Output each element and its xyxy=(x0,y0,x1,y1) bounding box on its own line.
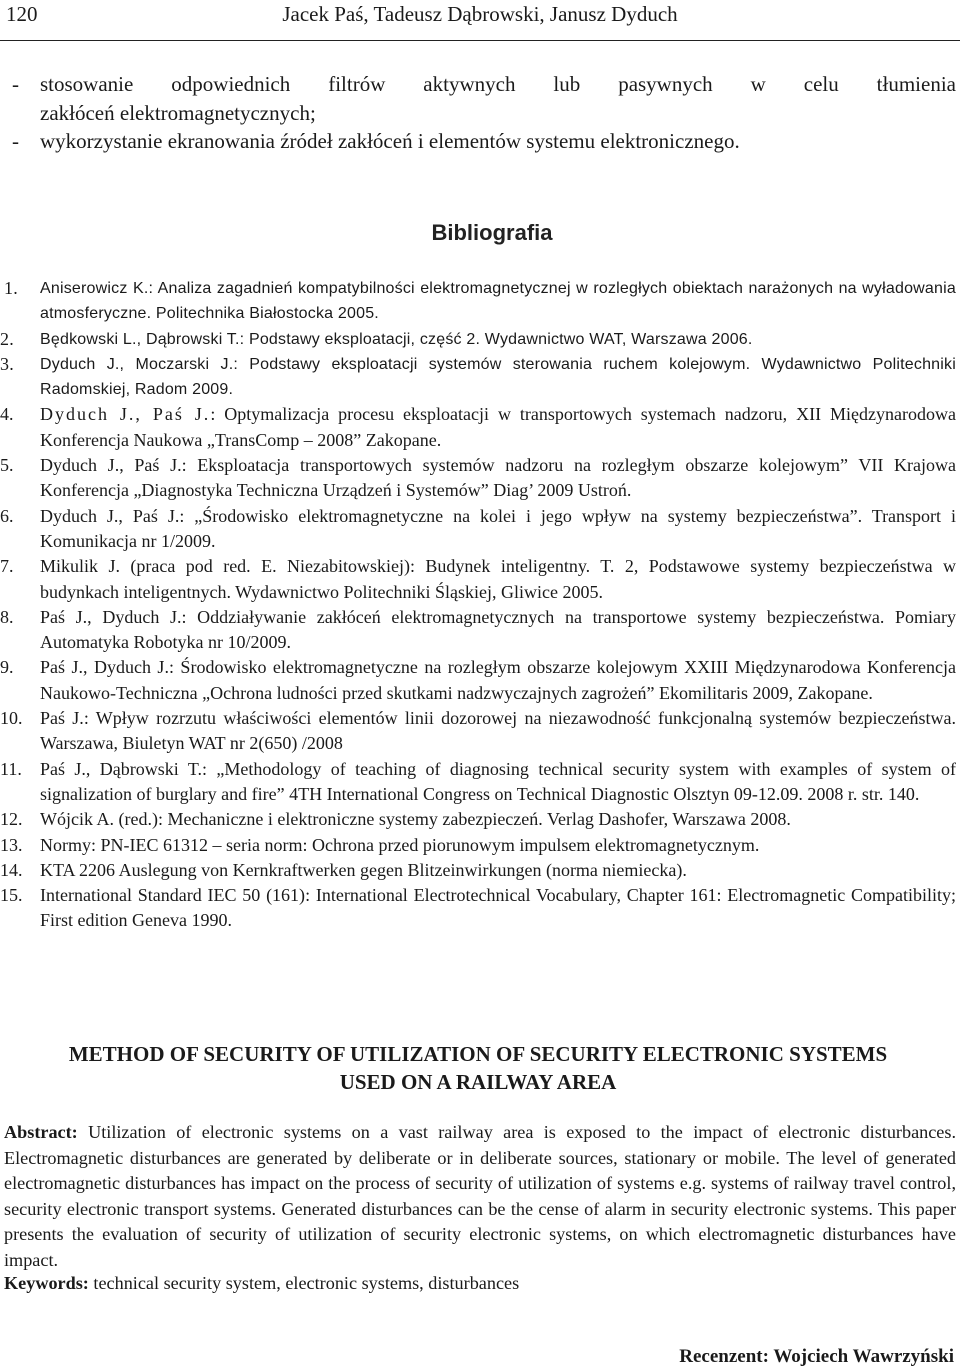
bullet-dash: - xyxy=(12,72,19,96)
english-title xyxy=(0,1040,956,1096)
reference-author: Dyduch J., Moczarski J. xyxy=(40,355,234,373)
reference-item xyxy=(0,883,956,934)
reference-author: Paś J., Dąbrowski T. xyxy=(40,758,203,779)
reference-number: 1. xyxy=(4,278,18,298)
reference-number: 13. xyxy=(0,834,23,855)
reference-text: : Podstawy eksploatacji, część 2. Wydawnictwo WAT, Warszawa 2006. xyxy=(239,330,753,348)
reference-text: : Optymalizacja procesu eksploatacji w transportowych systemach nadzoru, XII Międzynarodowa Konferencja Naukowa „TransComp – 2008” Zakopane. xyxy=(40,404,956,450)
reference-text: : Wpływ rozrzutu właściwości elementów linii dozorowej na niezawodność funkcjonalną systemów bezpieczeństwa. Warszawa, Biuletyn WAT nr 2(650) /2008 xyxy=(40,708,956,754)
reference-text: : Środowisko elektromagnetyczne na rozległym obszarze kolejowym XXIII Międzynarodowa Konferencja Naukowo-Techniczna „Ochrona ludności przed skutkami nadzwyczajnych zagrożeń” Ekomilitaris 2009, Zakopane. xyxy=(40,657,956,703)
bullet-text-line2: zakłóceń elektromagnetycznych; xyxy=(40,100,316,125)
reference-number: 11. xyxy=(0,758,22,779)
english-title-line1: METHOD OF SECURITY OF UTILIZATION OF SECURITY ELECTRONIC SYSTEMS xyxy=(68,1042,888,1066)
reference-text: (red.): Mechaniczne i elektroniczne systemy zabezpieczeń. Verlag Dashofer, Warszawa 2008. xyxy=(114,809,791,830)
reference-item xyxy=(0,504,956,555)
reference-item xyxy=(0,352,956,403)
abstract xyxy=(4,1120,956,1273)
reference-author: International Standard IEC 50 (161) xyxy=(40,885,306,906)
reference-author: Będkowski L., Dąbrowski T. xyxy=(40,330,240,348)
reference-number: 3. xyxy=(0,353,14,374)
reference-text: : Podstawy eksploatacji systemów sterowania ruchem kolejowym. Wydawnictwo Politechniki Radomskiej, Radom 2009. xyxy=(40,355,956,399)
reference-number: 12. xyxy=(0,809,23,830)
bullet-list xyxy=(12,70,956,156)
reference-number: 4. xyxy=(0,404,14,425)
bullet-dash: - xyxy=(12,129,19,153)
reference-item xyxy=(0,706,956,757)
reference-list xyxy=(0,276,956,934)
reference-number: 6. xyxy=(0,505,14,526)
reference-author: Paś J., Dyduch J. xyxy=(40,606,182,627)
reference-number: 7. xyxy=(0,556,14,577)
reference-text: : „Środowisko elektromagnetyczne na kolei i jego wpływ na systemy bezpieczeństwa”. Transport i Komunikacja nr 1/2009. xyxy=(40,505,956,551)
reference-author: Paś J., Dyduch J. xyxy=(40,657,169,678)
reference-text: : „Methodology of teaching of diagnosing technical security system with examples of system of signalization of burglary and fire” 4TH International Congress on Technical Diagnostic Olsztyn 09-12.09. 2008 r. str. 140. xyxy=(40,758,956,804)
reference-item xyxy=(0,554,956,605)
page-number: 120 xyxy=(6,2,38,26)
reference-author: Paś J. xyxy=(40,708,84,729)
bullet-text-line1: wykorzystanie ekranowania źródeł zakłóceń i elementów systemu elektronicznego. xyxy=(40,129,740,153)
bullet-text-line1: stosowanie odpowiednich filtrów aktywnych lub pasywnych w celu tłumienia xyxy=(40,72,956,96)
english-title-line2: USED ON A RAILWAY AREA xyxy=(339,1070,617,1094)
reviewer: Recenzent: Wojciech Wawrzyński xyxy=(679,1346,954,1367)
reference-author: Dyduch J., Paś J. xyxy=(40,404,211,425)
reference-author: Normy xyxy=(40,834,91,855)
reference-number: 5. xyxy=(0,455,14,476)
reference-text: Auslegung von Kernkraftwerken gegen Blitzeinwirkungen (norma niemiecka). xyxy=(115,859,687,880)
reference-text: : Oddziaływanie zakłóceń elektromagnetycznych na transportowe systemy bezpieczeństwa. Pomiary Automatyka Robotyka nr 10/2009. xyxy=(40,606,956,653)
reference-item xyxy=(0,858,956,883)
reference-author: Aniserowicz K. xyxy=(40,280,149,297)
abstract-text: Utilization of electronic systems on a vast railway area is exposed to the impact of electronic disturbances. Electromagnetic disturbances are generated by deliberate or in deliberate sources, stationary or mobile. The level of generated electromagnetic disturbances has impact on the process of security of utilization of systems e.g. systems of railway travel control, security electronic transport systems. Generated disturbances can be the cense of alarm in security electronic systems. This paper presents the evaluation of security of utilization of security electronic systems, on which electromagnetic disturbances have impact. xyxy=(4,1122,956,1270)
reference-number: 8. xyxy=(0,606,14,627)
bullet-item xyxy=(12,70,956,127)
reference-text: (praca pod red. E. Niezabitowskiej): Budynek inteligentny. T. 2, Podstawowe systemy bezpieczeństwa w budynkach inteligentnych. Wydawnictwo Politechniki Śląskiej, Gliwice 2005. xyxy=(40,556,957,602)
reference-item xyxy=(0,276,956,327)
reference-item xyxy=(0,757,956,808)
reference-text: : PN-IEC 61312 – seria norm: Ochrona przed piorunowym impulsem elektromagnetycznym. xyxy=(91,834,760,855)
reference-item xyxy=(0,605,956,656)
reference-text: : Eksploatacja transportowych systemów nadzoru na rozległym obszarze kolejowym” VII Krajowa Konferencja „Diagnostyka Techniczna Urządzeń i Systemów” Diag’ 2009 Ustroń. xyxy=(40,455,956,501)
reference-author: Dyduch J., Paś J. xyxy=(40,505,180,526)
keywords-label: Keywords: xyxy=(4,1273,89,1293)
reference-item xyxy=(0,655,956,706)
reference-item xyxy=(0,453,956,504)
reference-item xyxy=(0,833,956,858)
reference-author: Mikulik J. xyxy=(40,556,120,577)
reference-text: : International Electrotechnical Vocabulary, Chapter 161: Electromagnetic Compatibility; First edition Geneva 1990. xyxy=(40,885,956,931)
header-authors: Jacek Paś, Tadeusz Dąbrowski, Janusz Dyduch xyxy=(282,2,678,26)
keywords xyxy=(4,1271,956,1297)
reference-item xyxy=(0,402,956,453)
reference-number: 10. xyxy=(0,708,23,729)
reference-item xyxy=(0,807,956,832)
reference-number: 14. xyxy=(0,859,23,880)
reference-text: : Analiza zagadnień kompatybilności elektromagnetycznej w rozległych obiektach narażonych na wyładowania atmosferyczne. Politechnika Białostocka 2005. xyxy=(40,280,956,323)
reference-number: 9. xyxy=(0,657,14,678)
reference-author: Wójcik A. xyxy=(40,809,114,830)
reference-number: 2. xyxy=(0,328,14,349)
abstract-label: Abstract: xyxy=(4,1122,78,1142)
keywords-text: technical security system, electronic systems, disturbances xyxy=(88,1273,520,1293)
running-header xyxy=(0,0,960,41)
reference-author: KTA 2206 xyxy=(40,859,116,880)
bibliography-heading: Bibliografia xyxy=(431,220,553,245)
reference-number: 15. xyxy=(0,885,23,906)
reference-item xyxy=(0,327,956,352)
reference-author: Dyduch J., Paś J. xyxy=(40,455,182,476)
bullet-item xyxy=(12,127,956,156)
